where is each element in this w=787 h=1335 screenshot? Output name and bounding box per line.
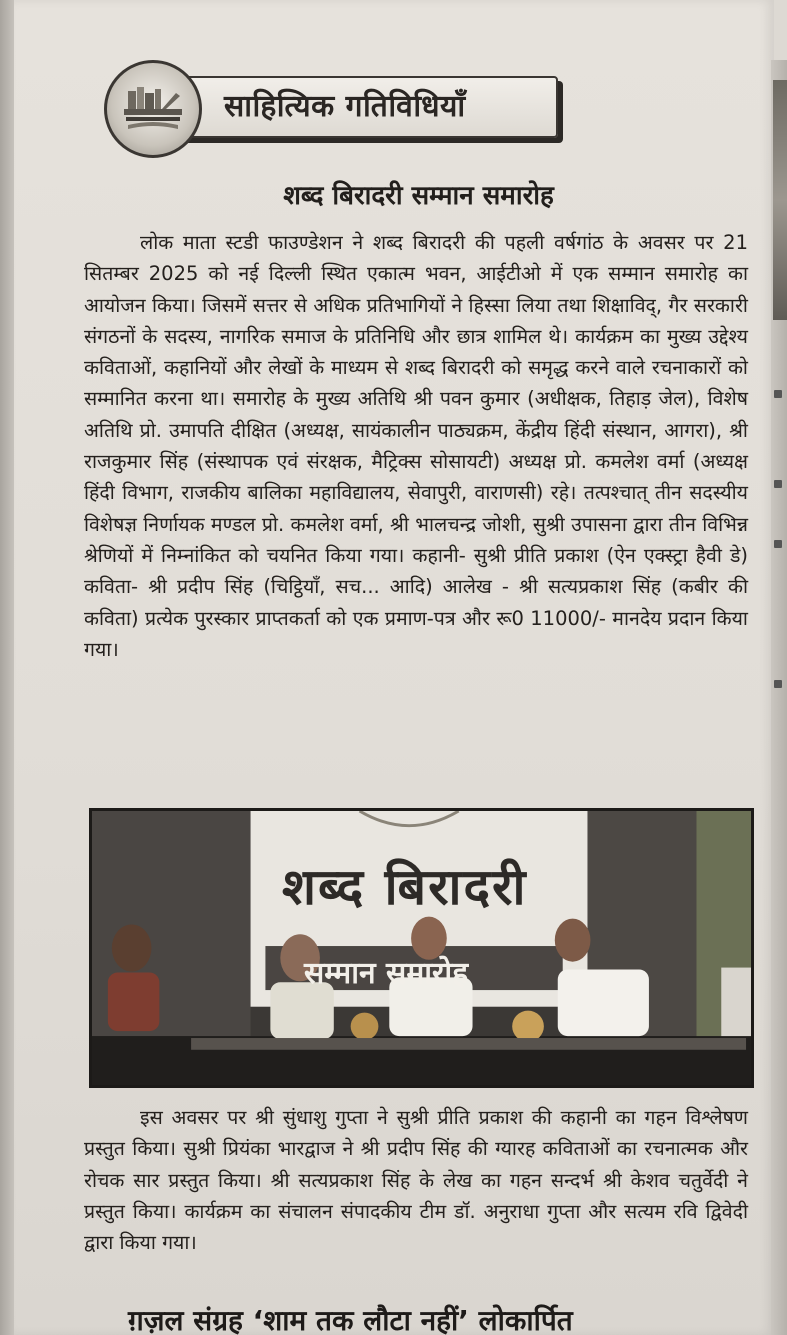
adjacent-page-glyph (774, 480, 782, 488)
photo-banner-text: सम्मान समारोह (304, 956, 469, 991)
adjacent-page-glyph (774, 540, 782, 548)
adjacent-page-glyph (774, 390, 782, 398)
next-article-title: ग़ज़ल संग्रह ‘शाम तक लौटा नहीं’ लोकार्पित (128, 1304, 573, 1335)
event-photo (89, 808, 754, 1088)
article-title: शब्द बिरादरी सम्मान समारोह (283, 181, 554, 211)
article-paragraph-2: इस अवसर पर श्री सुंधाशु गुप्ता ने सुश्री प्रीति प्रकाश की कहानी का गहन विश्लेषण प्रस्तुत किया। सुश्री प्रियंका भारद्वाज ने श्री प्रदीप सिंह की ग्यारह कविताओं का रचनात्मक और रोचक सार प्रस्तुत किया। श्री सत्यप्रकाश सिंह के लेख का गहन सन्दर्भ श्री केशव चतुर्वेदी ने प्रस्तुत किया। कार्यक्रम का संचालन संपादकीय टीम डॉ. अनुराधा गुप्ता और सत्यम रवि द्विवेदी द्वारा किया गया। (84, 1106, 748, 1255)
photo-backdrop-text: शब्द बिरादरी (282, 857, 528, 916)
section-banner (174, 76, 558, 138)
section-title: साहित्यिक गतिविधियाँ (224, 89, 466, 124)
section-header (104, 60, 564, 156)
adjacent-page-glyph (774, 680, 782, 688)
adjacent-page-edge (771, 60, 787, 1335)
article-paragraph-1: लोक माता स्टडी फाउण्डेशन ने शब्द बिरादरी की पहली वर्षगांठ के अवसर पर 21 सितम्बर 2025 को नई दिल्ली स्थित एकात्म भवन, आईटीओ में एक सम्मान समारोह का आयोजन किया। जिसमें सत्तर से अधिक प्रतिभागियों ने हिस्सा लिया तथा शिक्षाविद्, गैर सरकारी संगठनों के सदस्य, नागरिक समाज के प्रतिनिधि और छात्र शामिल थे। कार्यक्रम का मुख्य उद्देश्य कविताओं, कहानियों और लेखों के माध्यम से शब्द बिरादरी को समृद्ध करने वाले रचनाकारों को सम्मानित करना था। समारोह के मुख्य अतिथि श्री पवन कुमार (अधीक्षक, तिहाड़ जेल), विशेष अतिथि प्रो. उमापति दीक्षित (अध्यक्ष, सायंकालीन पाठ्यक्रम, केंद्रीय हिंदी संस्थान, आगरा), श्री राजकुमार सिंह (संस्थापक एवं संरक्षक, मैट्रिक्स सोसायटी) अध्यक्ष प्रो. कमलेश वर्मा (अध्यक्ष हिंदी विभाग, राजकीय बालिका महाविद्यालय, सेवापुरी, वाराणसी) रहे। तत्पश्चात् तीन सदस्यीय विशेषज्ञ निर्णायक मण्डल प्रो. कमलेश वर्मा, श्री भालचन्द्र जोशी, सुश्री उपासना द्वारा तीन विभिन्न श्रेणियों में निम्नांकित को चयनित किया गया। कहानी- सुश्री प्रीति प्रकाश (ऐन एक्स्ट्रा हैवी डे) कविता- श्री प्रदीप सिंह (चिट्ठियाँ, सच... आदि) आलेख - श्री सत्यप्रकाश सिंह (कबीर की कविता) प्रत्येक पुरस्कार प्राप्तकर्ता को एक प्रमाण-पत्र और रू0 11000/- मानदेय प्रदान किया गया। (84, 231, 748, 661)
books-emblem-icon (104, 60, 202, 158)
